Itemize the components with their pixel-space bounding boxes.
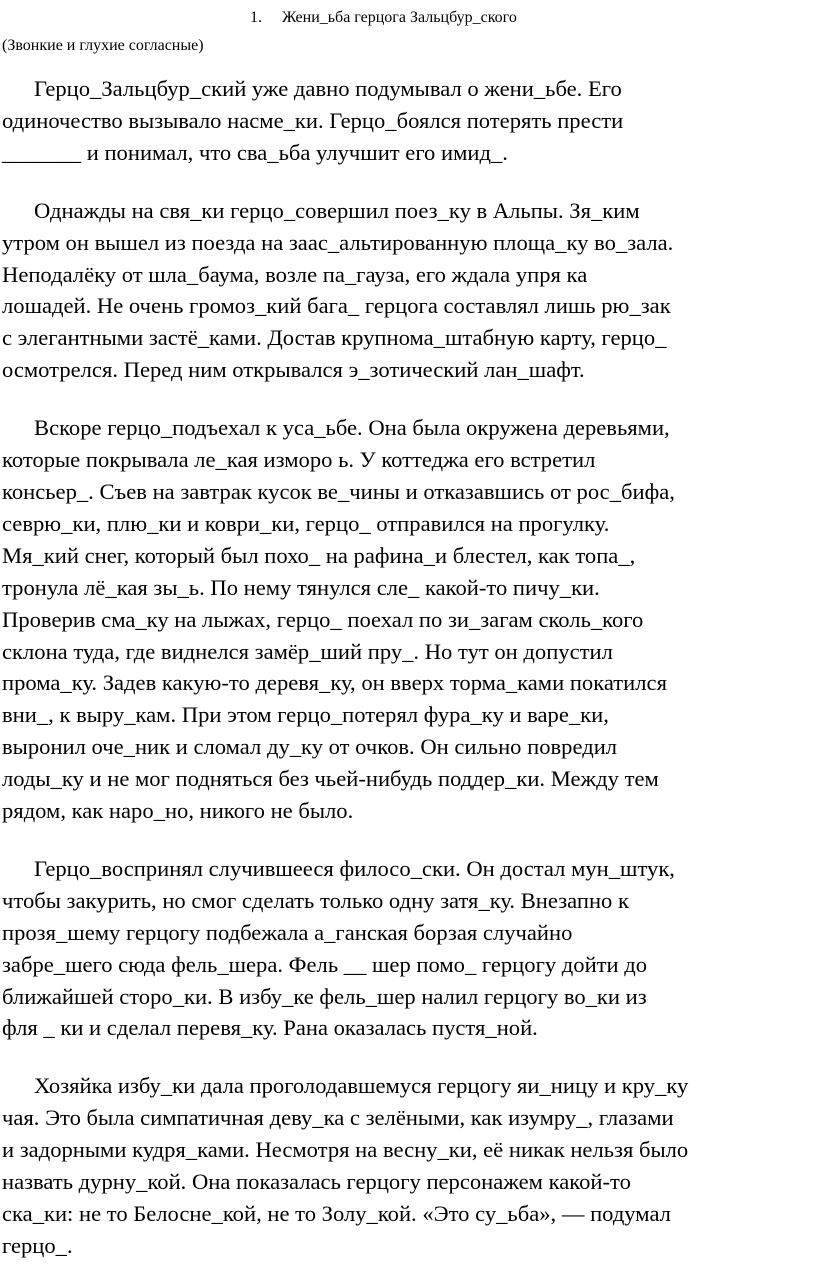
text-line: _______ и понимал, что сва_ьба улучшит его имид_. (2, 139, 508, 165)
text-line: чая. Это была симпатичная деву_ка с зелёными, как изумру_, глазами (2, 1105, 674, 1131)
text-line: прозя_шему герцогу подбежала а_ганская борзая случайно (2, 919, 573, 945)
text-line: лоды_ку и не мог подняться без чьей-нибудь поддер_ки. Между тем (2, 766, 659, 792)
text-line: утром он вышел из поезда на заас_альтированную площа_ку во_зала. (2, 229, 674, 255)
text-line: Проверив сма_ку на лыжах, герцо_ поехал по зи_загам сколь_кого (2, 606, 644, 632)
text-line: одиночество вызывало насме_ки. Герцо_боялся потерять прести (2, 107, 624, 133)
body-text (2, 73, 808, 1288)
text-line: лошадей. Не очень громоз_кий бага_ герцога составлял лишь рю_зак (2, 293, 671, 319)
text-line: прома_ку. Задев какую-то деревя_ку, он вверх торма_ками покатился (2, 670, 667, 696)
paragraph-5 (2, 1070, 808, 1261)
text-line: ска_ки: не то Белосне_кой, не то Золу_кой. «Это су_ьба», — подумал (2, 1201, 671, 1226)
paragraph-2 (2, 195, 808, 386)
text-line: выронил оче_ник и сломал ду_ку от очков. Он сильно повредил (2, 734, 618, 760)
text-line: Однажды на свя_ки герцо_совершил поез_ку в Альпы. Зя_ким (34, 197, 640, 223)
text-line: и задорными кудря_ками. Несмотря на весну_ки, её никак нельзя было (2, 1137, 689, 1163)
text-line: вни_, к выру_кам. При этом герцо_потерял фура_ку и варе_ки, (2, 702, 609, 728)
subheading: (Звонкие и глухие согласные) (2, 37, 204, 54)
paragraph-3 (2, 412, 808, 827)
heading-title: Жени_ьба герцога Зальцбур_ского (282, 9, 517, 26)
text-line: консьер_. Съев на завтрак кусок ве_чины и отказавшись от рос_бифа, (2, 478, 675, 504)
text-line: Герцо_воспринял случившееся филосо_ски. Он достал мун_штук, (34, 855, 675, 881)
text-line: рядом, как наро_но, никого не было. (2, 798, 354, 824)
text-line: Хозяйка избу_ки дала проголодавшемуся герцогу яи_ницу и кру_ку (34, 1073, 689, 1099)
text-line: севрю_ки, плю_ки и коври_ки, герцо_ отправился на прогулку. (2, 510, 610, 536)
text-line: Вскоре герцо_подъехал к уса_ьбе. Она была окружена деревьями, (34, 415, 670, 441)
paragraph-1 (2, 73, 808, 169)
text-line: ближайшей сторо_ки. В избу_ке фель_шер налил герцогу во_ки из (2, 983, 647, 1009)
text-line: чтобы закурить, но смог сделать только одну затя_ку. Внезапно к (2, 887, 629, 913)
text-line: осмотрелся. Перед ним открывался э_зотический лан_шафт. (2, 357, 585, 383)
text-line: назвать дурну_кой. Она показалась герцогу персонажем какой-то (2, 1169, 631, 1195)
text-line: склона туда, где виднелся замёр_ший пру_. Но тут он допустил (2, 638, 613, 664)
paragraph-4 (2, 853, 808, 1044)
heading-number: 1. (250, 9, 262, 26)
text-line: которые покрывала ле_кая изморо ь. У коттеджа его встретил (2, 447, 596, 473)
text-line: фля _ ки и сделал перевя_ку. Рана оказалась пустя_ной. (2, 1015, 538, 1041)
text-line: с элегантными застё_ками. Достав крупнома_штабную карту, герцо_ (2, 325, 667, 351)
text-line: Герцо_Зальцбур_ский уже давно подумывал о жени_ьбе. Его (34, 76, 622, 101)
heading (250, 8, 517, 28)
text-line: Неподалёку от шла_баума, возле па_гауза, его ждала упря ка (2, 261, 588, 287)
text-line: тронула лё_кая зы_ь. По нему тянулся сле_ какой-то пичу_ки. (2, 574, 600, 600)
text-line: герцо_. (2, 1232, 73, 1258)
text-line: Мя_кий снег, который был похо_ на рафина_и блестел, как топа_, (2, 542, 636, 568)
text-line: забре_шего сюда фель_шера. Фель __ шер помо_ герцогу дойти до (2, 951, 648, 977)
